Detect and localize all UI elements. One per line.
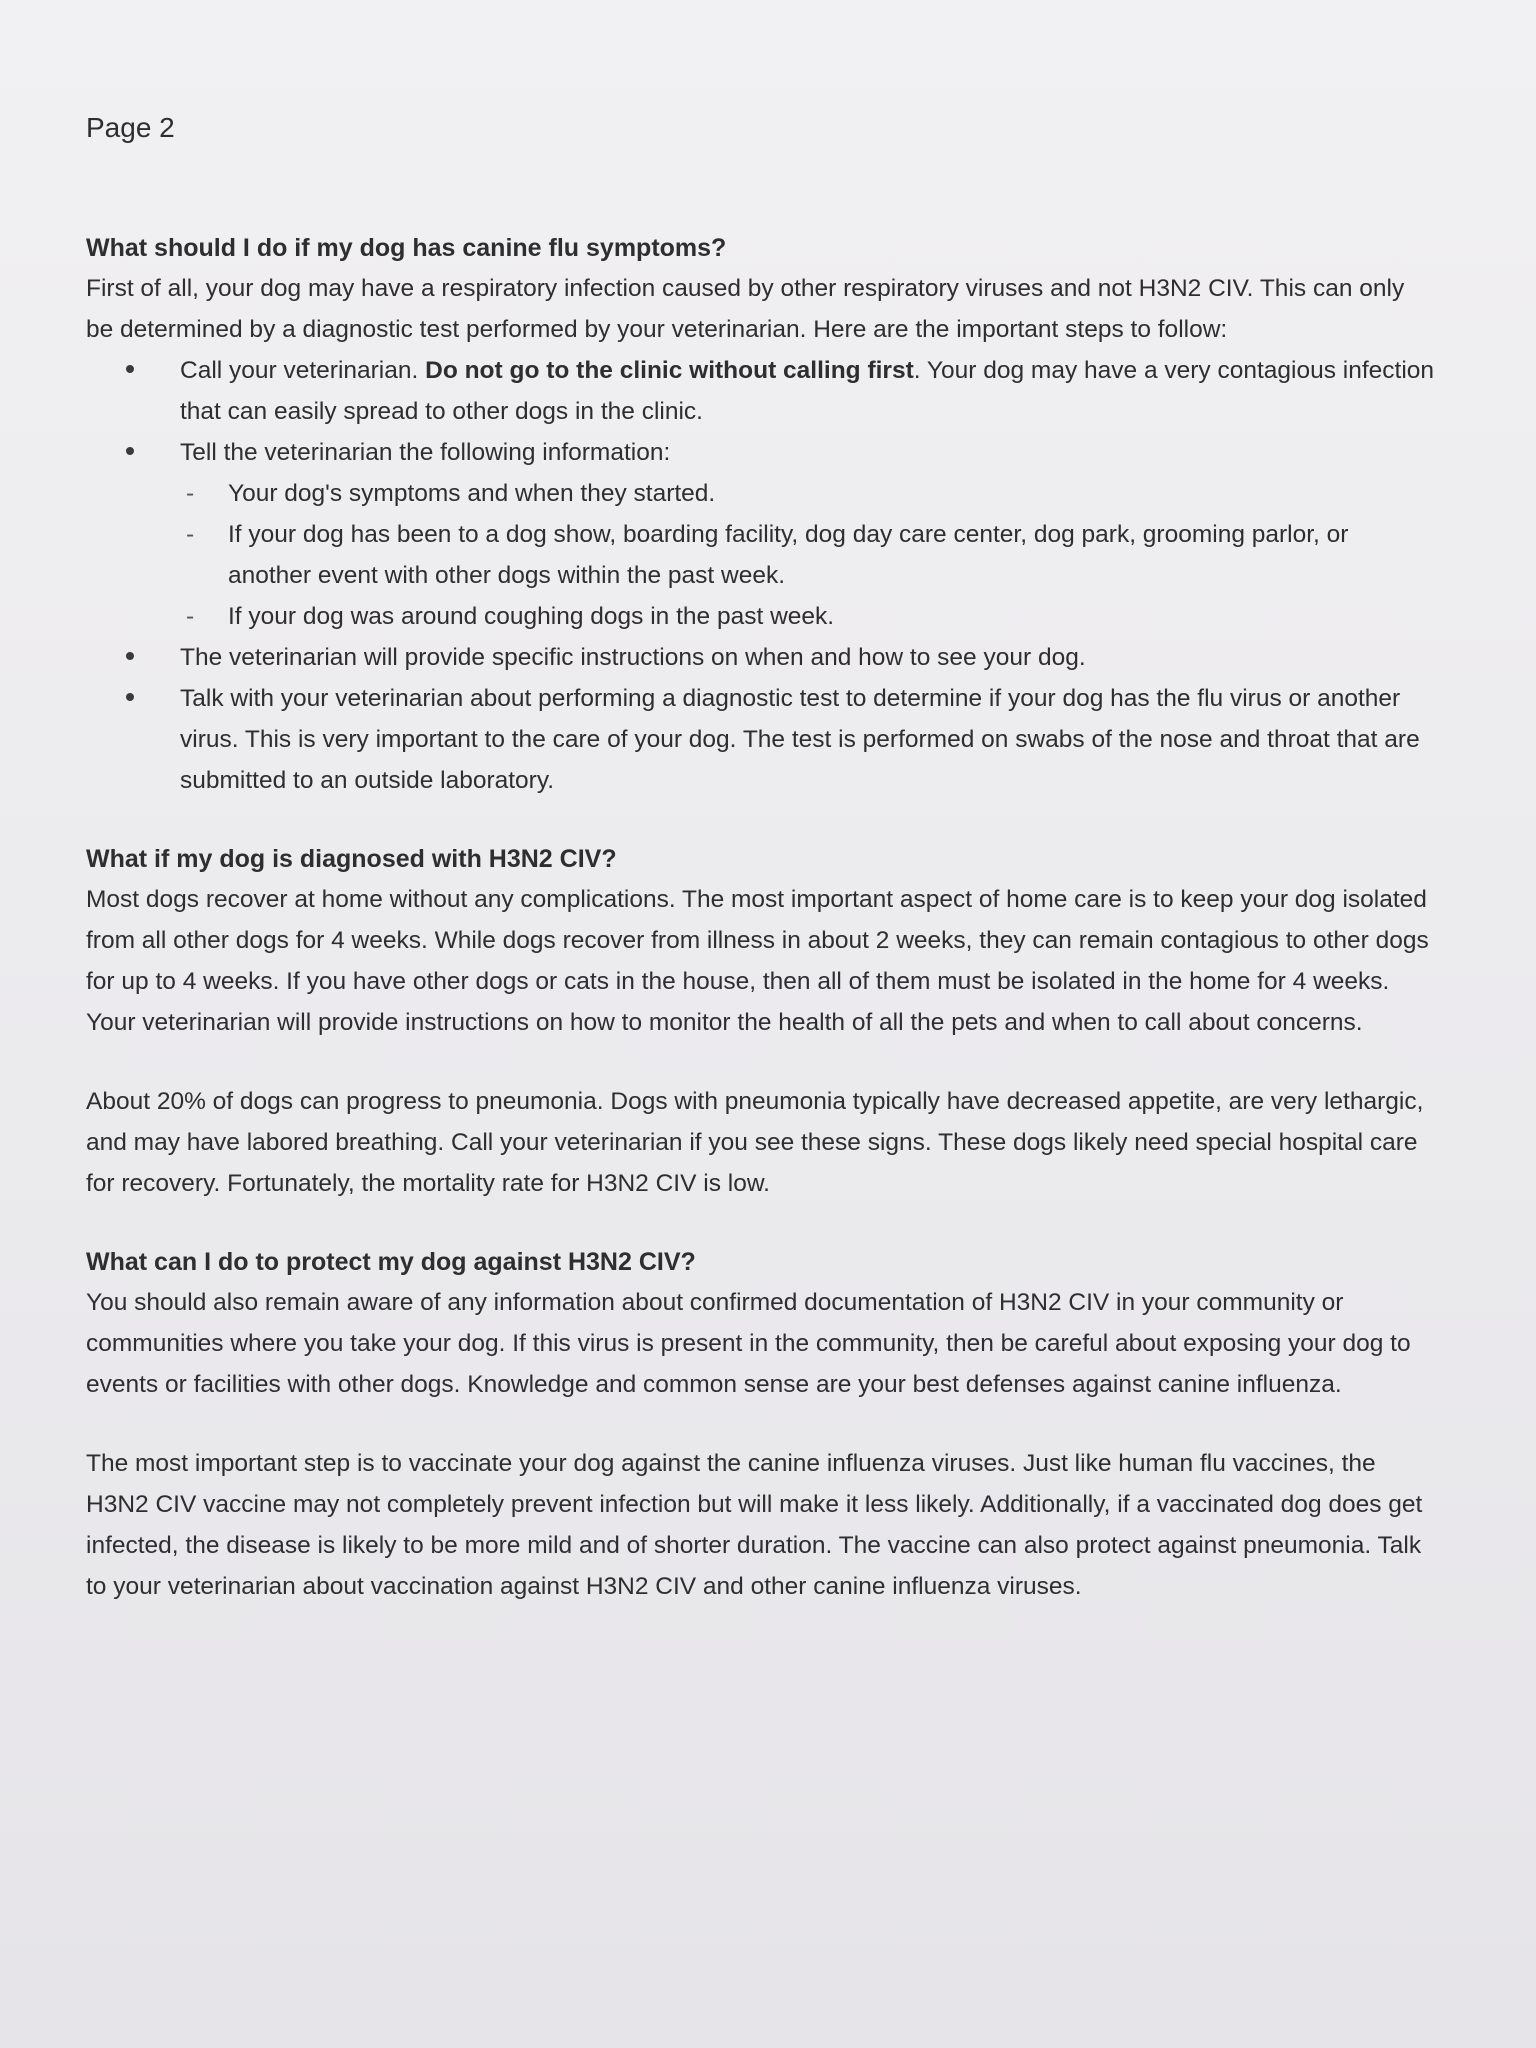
section-pneumonia	[86, 1081, 1436, 1204]
list-item	[186, 596, 1436, 637]
steps-list	[86, 350, 1436, 801]
tell-item-text: If your dog was around coughing dogs in the past week.	[228, 603, 835, 630]
step-instructions	[180, 637, 1436, 678]
list-item	[186, 473, 1436, 514]
protect-paragraph-2: The most important step is to vaccinate your dog against the canine influenza viruses. Just like human flu vaccines, the H3N2 CIV vaccine may not completely prevent infection but will make it less likely. Additionally, if a vaccinated dog does get infected, the disease is likely to be more mild and of shorter duration. The vaccine can also protect against pneumonia. Talk to your veterinarian about vaccination against H3N2 CIV and other canine influenza viruses.	[86, 1450, 1423, 1600]
bullet-icon	[126, 447, 134, 455]
step-call-vet	[180, 350, 1436, 432]
step-instructions-text: The veterinarian will provide specific instructions on when and how to see your dog.	[180, 644, 1086, 671]
step-call-bold: Do not go to the clinic without calling first	[425, 357, 914, 384]
diagnosed-paragraph-2: About 20% of dogs can progress to pneumonia. Dogs with pneumonia typically have decreased appetite, are very lethargic, and may have labored breathing. Call your veterinarian if you see these signs. These dogs likely need special hospital care for recovery. Fortunately, the mortality rate for H3N2 CIV is low.	[86, 1088, 1424, 1197]
section-heading-diagnosed: What if my dog is diagnosed with H3N2 CIV?	[86, 845, 617, 873]
section-vaccinate	[86, 1443, 1436, 1607]
dash-icon: -	[186, 480, 195, 507]
tell-info-list	[180, 473, 1436, 637]
step-call-rest: . Your dog may have a very contagious infection that can easily spread to other dogs in the clinic.	[180, 357, 1435, 425]
section-diagnosed	[86, 839, 1436, 1043]
bullet-icon	[126, 693, 134, 701]
page-number: Page 2	[86, 112, 175, 143]
section-protect	[86, 1242, 1436, 1405]
list-item	[186, 514, 1436, 596]
bullet-icon	[126, 652, 134, 660]
step-tell-text: Tell the veterinarian the following information:	[180, 439, 671, 466]
dash-icon: -	[186, 603, 195, 630]
protect-paragraph-1: You should also remain aware of any information about confirmed documentation of H3N2 CIV in your community or communities where you take your dog. If this virus is present in the community, then be careful about exposing your dog to events or facilities with other dogs. Knowledge and common sense are your best defenses against canine influenza.	[86, 1289, 1411, 1398]
dash-icon: -	[186, 521, 195, 548]
step-diagnostic-test	[180, 678, 1436, 801]
tell-item-text: Your dog's symptoms and when they started.	[228, 480, 716, 507]
bullet-icon	[126, 365, 134, 373]
symptoms-intro: First of all, your dog may have a respiratory infection caused by other respiratory viruses and not H3N2 CIV. This can only be determined by a diagnostic test performed by your veterinarian. Here are the important steps to follow:	[86, 275, 1405, 343]
section-heading-symptoms: What should I do if my dog has canine flu symptoms?	[86, 234, 727, 262]
section-symptoms	[86, 228, 1436, 801]
section-heading-protect: What can I do to protect my dog against H3N2 CIV?	[86, 1248, 696, 1276]
tell-item-text: If your dog has been to a dog show, boarding facility, dog day care center, dog park, grooming parlor, or another event with other dogs within the past week.	[228, 521, 1349, 589]
diagnosed-paragraph-1: Most dogs recover at home without any complications. The most important aspect of home care is to keep your dog isolated from all other dogs for 4 weeks. While dogs recover from illness in about 2 weeks, they can remain contagious to other dogs for up to 4 weeks. If you have other dogs or cats in the house, then all of them must be isolated in the home for 4 weeks. Your veterinarian will provide instructions on how to monitor the health of all the pets and when to call about concerns.	[86, 886, 1429, 1036]
step-test-text: Talk with your veterinarian about performing a diagnostic test to determine if your dog has the flu virus or another virus. This is very important to the care of your dog. The test is performed on swabs of the nose and throat that are submitted to an outside laboratory.	[180, 685, 1420, 794]
step-call-lead: Call your veterinarian.	[180, 357, 419, 384]
step-tell-vet	[180, 432, 1436, 637]
